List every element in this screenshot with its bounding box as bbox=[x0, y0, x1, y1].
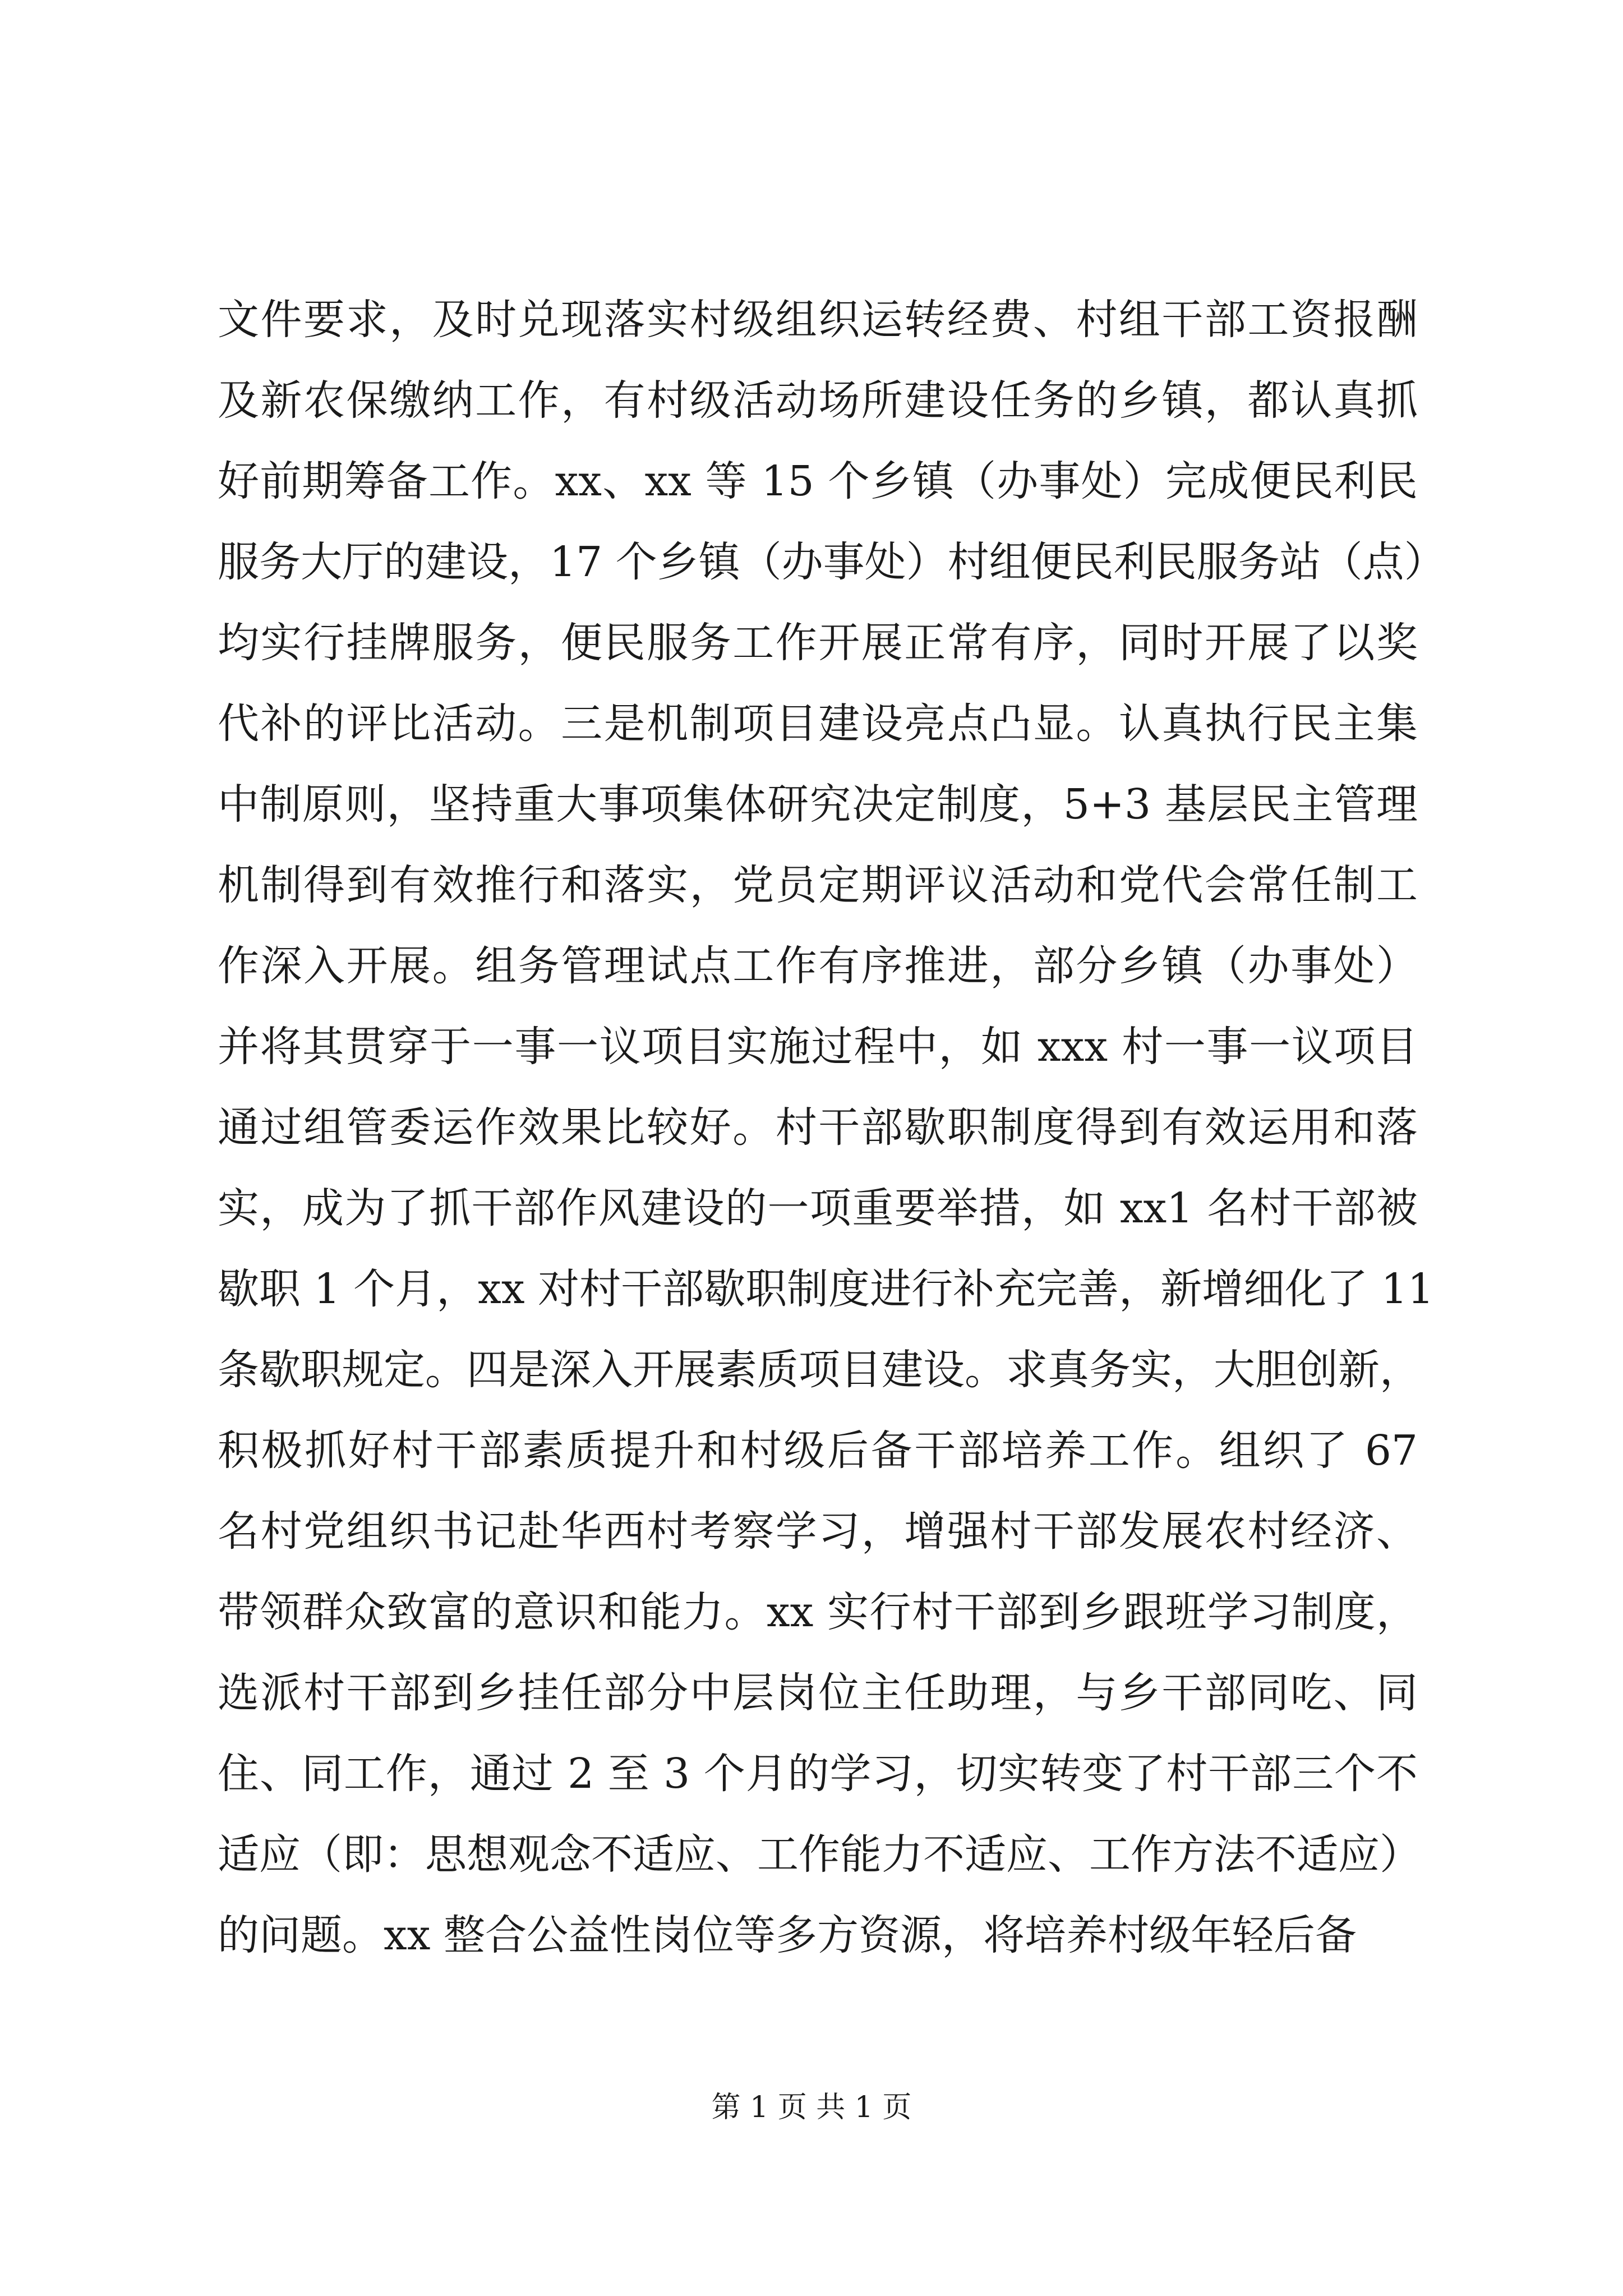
text-line: 条歇职规定。四是深入开展素质项目建设。求真务实，大胆创新， bbox=[218, 1346, 1421, 1394]
text-line: 适应（即：思想观念不适应、工作能力不适应、工作方法不适应） bbox=[218, 1830, 1421, 1879]
text-line: 作深入开展。组务管理试点工作有序推进，部分乡镇（办事处） bbox=[218, 942, 1418, 990]
text-line: 好前期筹备工作。xx、xx 等 15 个乡镇（办事处）完成便民利民 bbox=[218, 457, 1418, 505]
text-line: 机制得到有效推行和落实，党员定期评议活动和党代会常任制工 bbox=[218, 861, 1418, 909]
text-line: 带领群众致富的意识和能力。xx 实行村干部到乡跟班学习制度， bbox=[218, 1588, 1418, 1636]
text-line: 名村党组织书记赴华西村考察学习，增强村干部发展农村经济、 bbox=[218, 1507, 1418, 1556]
body-paragraph bbox=[218, 279, 1446, 1976]
text-line: 住、同工作，通过 2 至 3 个月的学习，切实转变了村干部三个不 bbox=[218, 1750, 1418, 1798]
text-line: 选派村干部到乡挂任部分中层岗位主任助理，与乡干部同吃、同 bbox=[218, 1669, 1418, 1717]
text-line: 实，成为了抓干部作风建设的一项重要举措，如 xx1 名村干部被 bbox=[218, 1184, 1418, 1232]
text-line: 中制原则，坚持重大事项集体研究决定制度，5+3 基层民主管理 bbox=[218, 780, 1418, 829]
text-line: 均实行挂牌服务，便民服务工作开展正常有序，同时开展了以奖 bbox=[218, 619, 1418, 667]
text-line: 并将其贯穿于一事一议项目实施过程中，如 xxx 村一事一议项目 bbox=[218, 1023, 1418, 1071]
page-number-footer: 第 1 页 共 1 页 bbox=[711, 2091, 912, 2124]
text-line: 服务大厅的建设，17 个乡镇（办事处）村组便民利民服务站（点） bbox=[218, 538, 1446, 586]
text-line: 文件要求，及时兑现落实村级组织运转经费、村组干部工资报酬 bbox=[218, 296, 1418, 344]
text-line: 代补的评比活动。三是机制项目建设亮点凸显。认真执行民主集 bbox=[218, 700, 1418, 748]
text-line: 通过组管委运作效果比较好。村干部歇职制度得到有效运用和落 bbox=[218, 1103, 1418, 1152]
text-line: 歇职 1 个月，xx 对村干部歇职制度进行补充完善，新增细化了 11 bbox=[218, 1265, 1434, 1313]
text-line: 积极抓好村干部素质提升和村级后备干部培养工作。组织了 67 bbox=[218, 1427, 1418, 1475]
text-line: 的问题。xx 整合公益性岗位等多方资源，将培养村级年轻后备 bbox=[218, 1911, 1357, 1959]
text-line: 及新农保缴纳工作，有村级活动场所建设任务的乡镇，都认真抓 bbox=[218, 376, 1418, 425]
